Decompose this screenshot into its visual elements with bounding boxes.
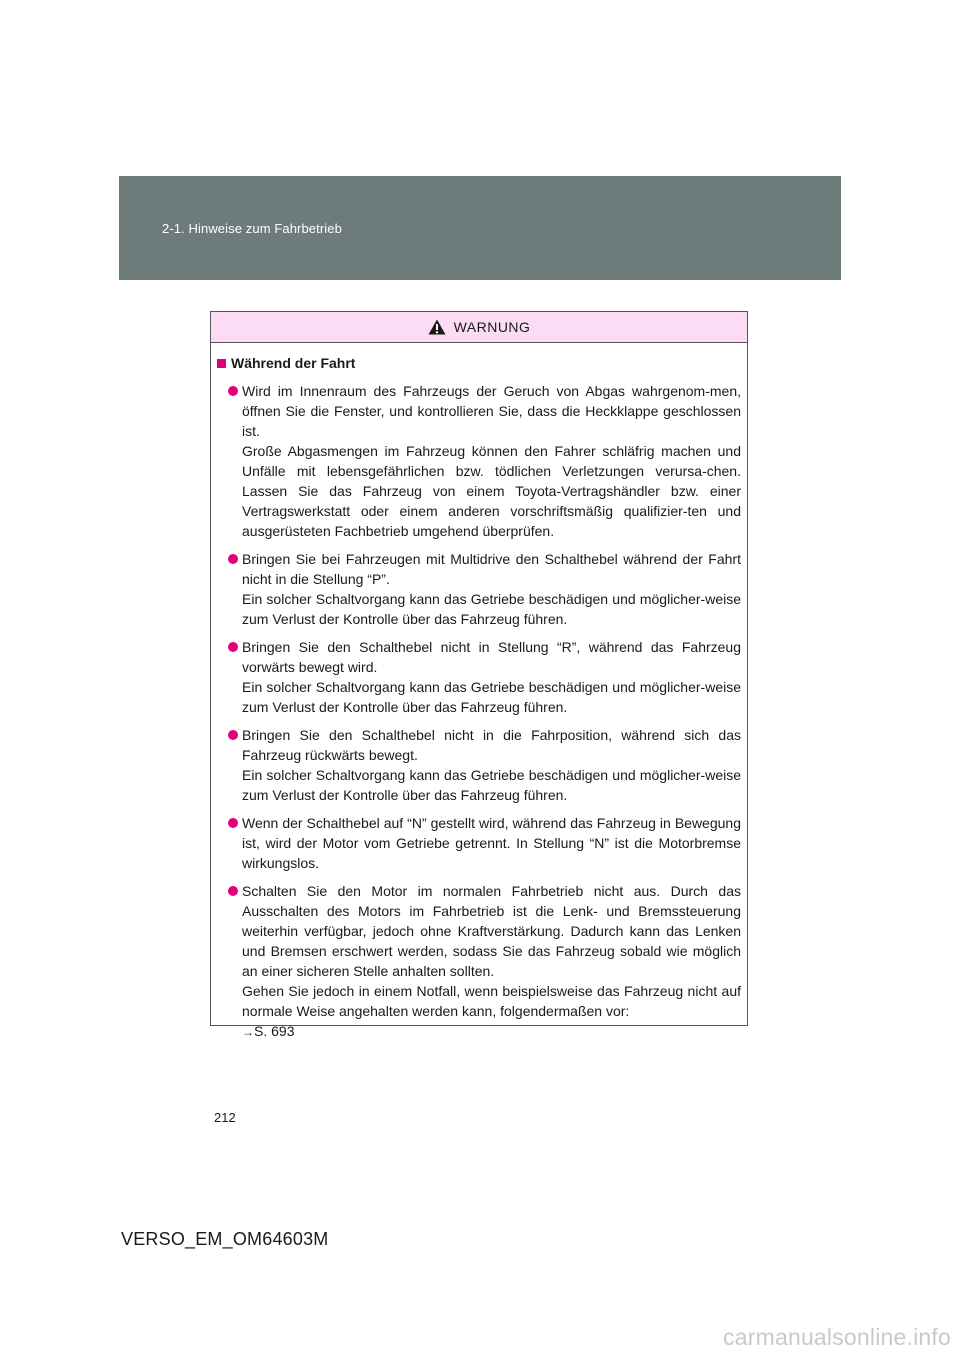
section-heading (217, 353, 741, 373)
bullet-paragraph: Gehen Sie jedoch in einem Notfall, wenn beispielsweise das Fahrzeug nicht auf normale Weise angehalten werden kann, folgendermaßen vor: (242, 983, 741, 1019)
bullet-item-exhaust (217, 381, 741, 541)
bullet-paragraph: Bringen Sie den Schalthebel nicht in die Fahrposition, während sich das Fahrzeug rückwärts bewegt. (242, 727, 741, 763)
warning-header (211, 312, 747, 343)
section-heading-text: Während der Fahrt (231, 355, 356, 371)
arrow-right-icon: → (242, 1025, 254, 1039)
bullet-paragraph: Große Abgasmengen im Fahrzeug können den Fahrer schläfrig machen und Unfälle mit lebensgefährlichen bzw. tödlichen Verletzungen verursa-chen. Lassen Sie das Fahrzeug von einem Toyota-Vertragshändler bzw. einer Vertragswerkstatt oder einem anderen vorschriftsmäßig qualifizier-ten und ausgerüsteten Fachbetrieb umgehend überprüfen. (242, 443, 741, 539)
bullet-item-shift-n (217, 813, 741, 873)
document-code: VERSO_EM_OM64603M (121, 1229, 329, 1249)
bullet-item-shift-drive (217, 725, 741, 805)
bullet-paragraph: Ein solcher Schaltvorgang kann das Getriebe beschädigen und möglicher-weise zum Verlust der Kontrolle über das Fahrzeug führen. (242, 679, 741, 715)
page-reference[interactable] (242, 1021, 741, 1042)
warning-triangle-icon (428, 319, 446, 335)
round-bullet-icon (228, 886, 238, 896)
bullet-paragraph: Bringen Sie den Schalthebel nicht in Stellung “R”, während das Fahrzeug vorwärts bewegt wird. (242, 639, 741, 675)
warning-box (210, 311, 748, 1039)
round-bullet-icon (228, 730, 238, 740)
bullet-item-shift-p (217, 549, 741, 629)
warning-body (211, 343, 747, 1042)
round-bullet-icon (228, 818, 238, 828)
bullet-item-engine-off (217, 881, 741, 1042)
page-reference-text[interactable]: S. 693 (254, 1023, 295, 1039)
round-bullet-icon (228, 642, 238, 652)
bullet-paragraph: Wenn der Schalthebel auf “N” gestellt wird, während das Fahrzeug in Bewegung ist, wird der Motor vom Getriebe getrennt. In Stellung “N” ist die Motorbremse wirkungslos. (242, 815, 741, 871)
section-title: 2-1. Hinweise zum Fahrbetrieb (162, 221, 342, 236)
bullet-paragraph: Schalten Sie den Motor im normalen Fahrbetrieb nicht aus. Durch das Ausschalten des Motors im Fahrbetrieb ist die Lenk- und Bremssteuerung weiterhin verfügbar, jedoch ohne Kraftverstärkung. Dadurch kann das Lenken und Bremsen erschwert werden, sodass Sie das Fahrzeug sobald wie möglich an einer sicheren Stelle anhalten sollten. (242, 883, 741, 979)
bullet-item-shift-r (217, 637, 741, 717)
bullet-paragraph: Ein solcher Schaltvorgang kann das Getriebe beschädigen und möglicher-weise zum Verlust der Kontrolle über das Fahrzeug führen. (242, 591, 741, 627)
bullet-paragraph: Ein solcher Schaltvorgang kann das Getriebe beschädigen und möglicher-weise zum Verlust der Kontrolle über das Fahrzeug führen. (242, 767, 741, 803)
page-number: 212 (214, 1110, 236, 1125)
warning-title: WARNUNG (453, 319, 531, 335)
round-bullet-icon (228, 554, 238, 564)
bullet-paragraph: Wird im Innenraum des Fahrzeugs der Geruch von Abgas wahrgenom-men, öffnen Sie die Fenster, und kontrollieren Sie, dass die Heckklappe geschlossen ist. (242, 383, 741, 439)
chapter-header-band (119, 176, 841, 280)
watermark-text: carmanualsonline.info (723, 1324, 951, 1350)
round-bullet-icon (228, 386, 238, 396)
square-bullet-icon (217, 359, 226, 368)
bullet-paragraph: Bringen Sie bei Fahrzeugen mit Multidrive den Schalthebel während der Fahrt nicht in die Stellung “P”. (242, 551, 741, 587)
